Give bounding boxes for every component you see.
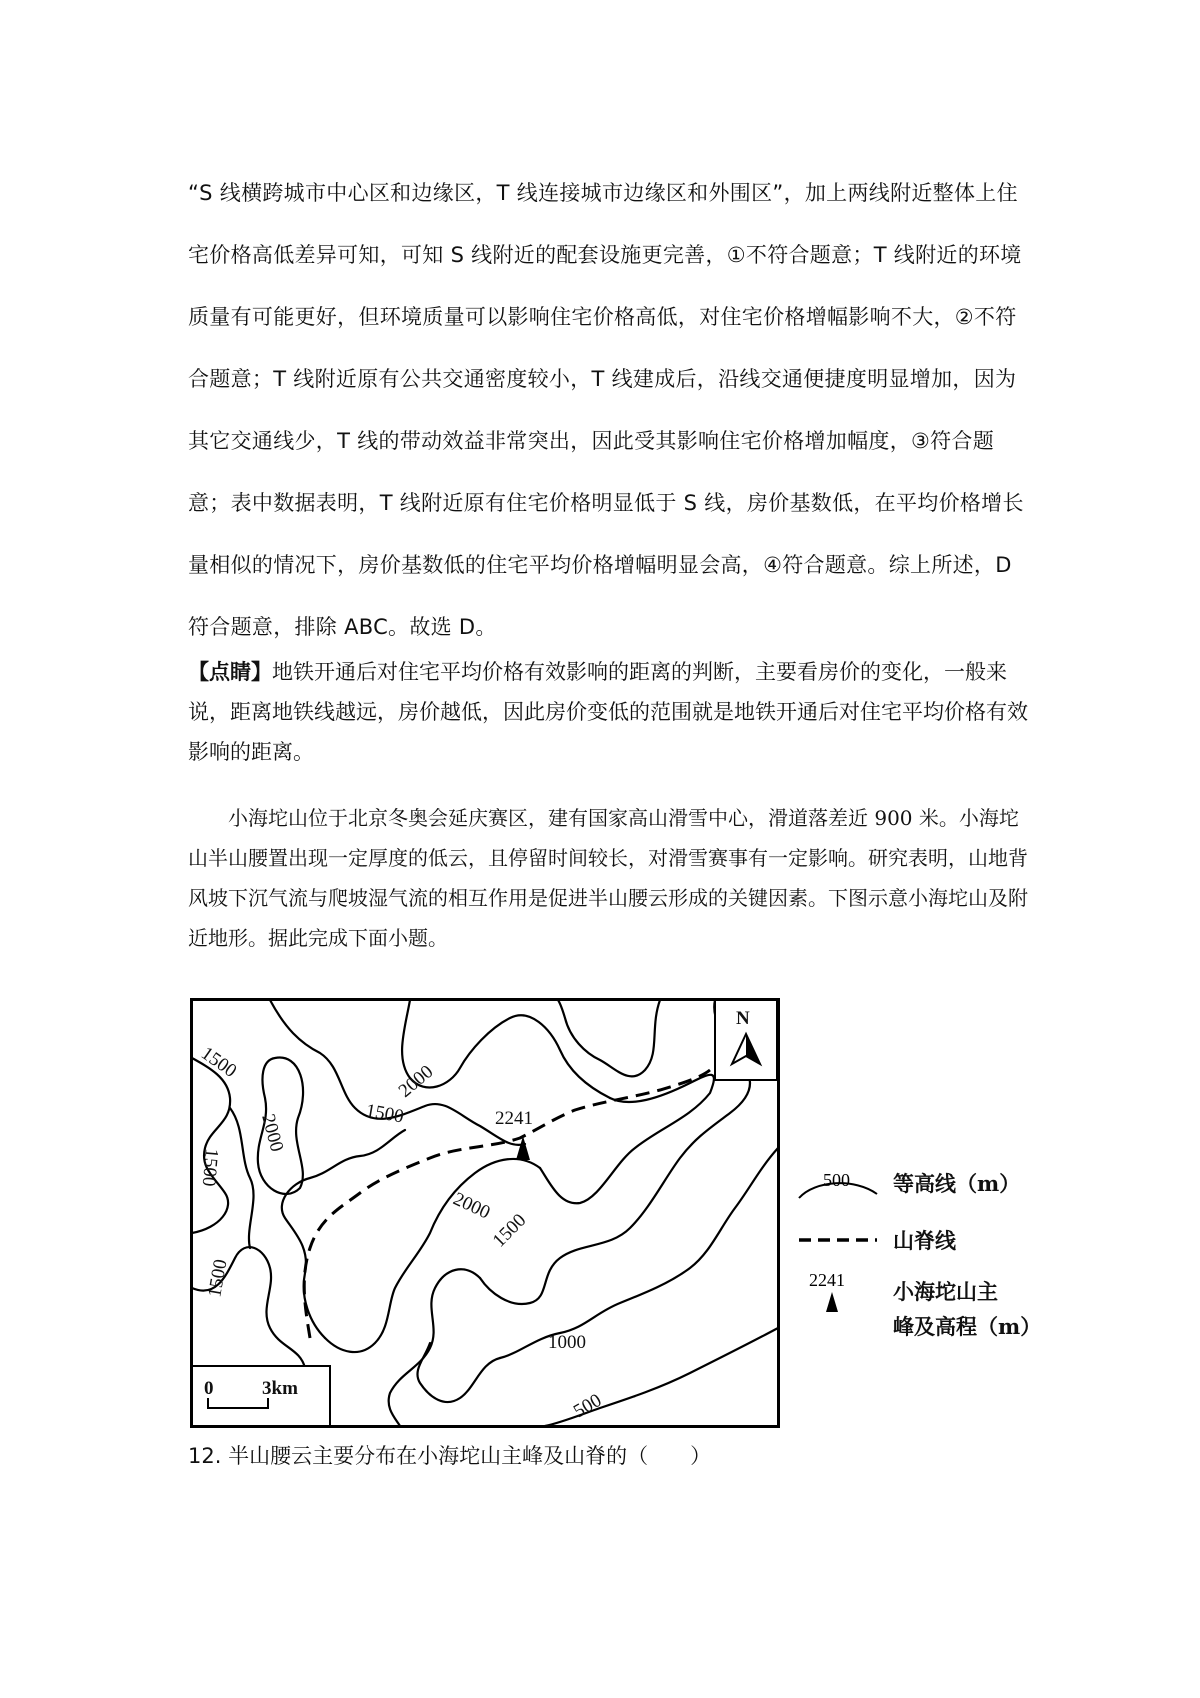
contour-label: 1500	[197, 1042, 241, 1082]
legend-peak-label-2: 峰及高程（m）	[893, 1314, 1042, 1339]
contour-line	[417, 1343, 500, 1402]
north-label: N	[736, 1008, 750, 1029]
explanation-paragraph: “S 线横跨城市中心区和边缘区，T 线连接城市边缘区和外围区”，加上两线附近整体上住宅价格高低差异可知，可知 S 线附近的配套设施更完善，①不符合题意；T 线附近的环境质量有可能更好，但环境质量可以影响住宅价格高低，对住宅价格增幅影响不大，②不符合题意；T 线附近原有公共交通密度较小，T 线建成后，沿线交通便捷度明显增加，因为其它交通线少，T 线的带动效益非常突出，因此受其影响住宅价格增加幅度，③符合题意；表中数据表明，T 线附近原有住宅价格明显低于 S 线，房价基数低，在平均价格增长量相似的情况下，房价基数低的住宅平均价格增幅明显会高，④符合题意。综上所述，D 符合题意，排除 ABC。故选 D。	[188, 181, 1024, 639]
legend-peak-label-1: 小海坨山主	[893, 1279, 998, 1304]
contour-line	[500, 1148, 778, 1358]
contour-label: 2000	[394, 1061, 438, 1102]
legend-ridge-label: 山脊线	[893, 1228, 956, 1253]
topographic-map	[190, 998, 780, 1428]
contour-label: 500	[570, 1389, 606, 1423]
scale-zero: 0	[204, 1378, 214, 1399]
contour-label: 1500	[204, 1257, 232, 1299]
contour-line	[540, 1075, 714, 1203]
question-text: 半山腰云主要分布在小海坨山主峰及山脊的（ ）	[228, 1444, 712, 1468]
map-legend-symbols	[795, 1160, 885, 1335]
question-12	[188, 1440, 711, 1470]
contour-line	[230, 1108, 254, 1248]
contour-label: 1000	[548, 1332, 586, 1353]
contour-line	[192, 1058, 230, 1233]
legend-contour-sample: 500	[823, 1170, 850, 1190]
material-paragraph: 小海坨山位于北京冬奥会延庆赛区，建有国家高山滑雪中心，滑道落差近 900 米。小海坨山半山腰置出现一定厚度的低云，且停留时间较长，对滑雪赛事有一定影响。研究表明，山地背风坡下沉气流与爬坡湿气流的相互作用是促进半山腰云形成的关键因素。下图示意小海坨山及附近地形。据此完成下面小题。	[188, 806, 1028, 950]
contour-label: 2000	[449, 1188, 494, 1224]
tip-tag: 【点睛】	[188, 660, 272, 684]
scale-label: 3km	[262, 1378, 298, 1399]
tip-paragraph	[188, 652, 1028, 772]
contour-label: 2000	[257, 1111, 288, 1154]
contour-line	[558, 1000, 660, 1076]
contour-line	[402, 1000, 610, 1098]
contour-label: 1500	[197, 1147, 222, 1188]
contour-label: 1500	[488, 1209, 531, 1252]
peak-elevation-label: 2241	[495, 1108, 533, 1129]
contour-label: 1500	[364, 1100, 406, 1128]
question-number: 12.	[188, 1444, 222, 1468]
contour-line	[389, 1269, 480, 1426]
legend-contour-label: 等高线（m）	[893, 1171, 1021, 1196]
tip-text: 地铁开通后对住宅平均价格有效影响的距离的判断，主要看房价的变化，一般来说，距离地铁线越远，房价越低，因此房价变低的范围就是地铁开通后对住宅平均价格有效影响的距离。	[188, 660, 1028, 764]
legend-peak-sample: 2241	[809, 1270, 845, 1290]
